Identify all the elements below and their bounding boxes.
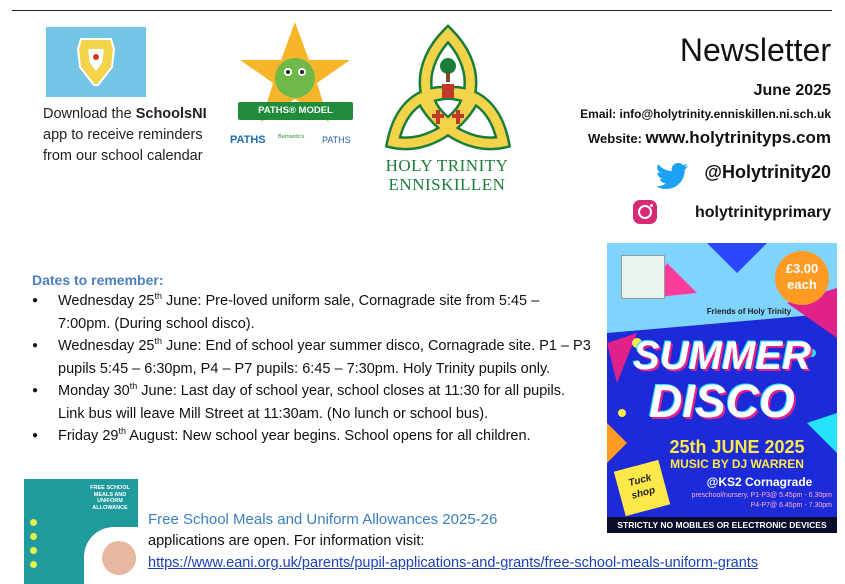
dates-list xyxy=(32,290,592,448)
list-item: ● Monday 30th June: Last day of school year, school closes at 11:30 for all pupils. Link bus will leave Mill Street at 11:30am. (No lunch or school bus). xyxy=(32,380,592,425)
poster-summer: SUMMER xyxy=(633,334,811,378)
meals-heading: Free School Meals and Uniform Allowances 2025-26 xyxy=(148,511,498,528)
list-item: ● Friday 29th August: New school year begins. School opens for all children. xyxy=(32,425,592,448)
newsletter-title: Newsletter xyxy=(679,32,831,68)
poster-tuck-shop: Tuck shop xyxy=(614,460,670,516)
paths-footer-logos: PATHS Barnardo's PATHS xyxy=(230,134,351,146)
school-name: HOLY TRINITY ENNISKILLEN xyxy=(385,156,509,194)
poster-times-2: P4-P7@ 6.45pm - 7.30pm xyxy=(750,502,832,509)
meals-flyer-image[interactable] xyxy=(24,479,138,584)
paths-model-school-logo xyxy=(228,20,363,160)
schoolsni-logo-icon[interactable] xyxy=(46,27,146,97)
meals-link[interactable]: https://www.eani.org.uk/parents/pupil-applications-and-grants/free-school-meals-uniform-grants xyxy=(148,555,759,571)
holy-trinity-crest xyxy=(378,24,518,159)
list-item: ● Wednesday 25th June: End of school year summer disco, Cornagrade site. P1 – P3 pupils 5:45 – 6:30pm, P4 – P7 pupils: 6:45 – 7:30pm. Holy Trinity pupils only. xyxy=(32,335,592,380)
meals-flyer-title: FREE SCHOOL MEALS AND UNIFORM ALLOWANCE xyxy=(90,485,130,511)
twitter-handle[interactable]: @Holytrinity20 xyxy=(704,162,831,182)
list-item: ● Wednesday 25th June: Pre-loved uniform sale, Cornagrade site from 5:45 – 7:00pm. (During school disco). xyxy=(32,290,592,335)
schoolsni-text: Download the SchoolsNI app to receive reminders from our school calendar xyxy=(43,106,207,164)
poster-date: 25th JUNE 2025 xyxy=(669,437,805,457)
poster-price-badge: £3.00 each xyxy=(775,251,829,305)
summer-disco-poster[interactable] xyxy=(607,243,837,533)
instagram-icon[interactable] xyxy=(633,200,657,224)
meals-flyer-photo xyxy=(102,541,136,575)
poster-times-1: preschool/nursery, P1-P3@ 5.45pm - 6.30pm xyxy=(691,492,832,499)
instagram-handle[interactable]: holytrinityprimary xyxy=(694,204,831,221)
twitter-bird-icon[interactable] xyxy=(657,162,689,190)
top-rule xyxy=(12,10,832,11)
poster-friends: Friends of Holy Trinity xyxy=(706,307,792,316)
poster-venue: @KS2 Cornagrade xyxy=(706,475,813,489)
website-text[interactable]: Website: www.holytrinityps.com xyxy=(587,128,831,147)
poster-school-logo xyxy=(621,255,665,299)
poster-dj: MUSIC BY DJ WARREN xyxy=(670,457,804,471)
dates-heading: Dates to remember: xyxy=(32,272,164,288)
meals-text: applications are open. For information visit: xyxy=(148,533,425,549)
email-text[interactable]: Email: info@holytrinity.enniskillen.ni.sch.uk xyxy=(580,107,831,121)
poster-strict-notice: STRICTLY NO MOBILES OR ELECTRONIC DEVICES xyxy=(607,517,837,533)
paths-badge: PATHS® MODEL SCHOOL xyxy=(238,102,353,120)
newsletter-date: June 2025 xyxy=(753,82,831,99)
poster-disco: DISCO xyxy=(649,375,795,427)
